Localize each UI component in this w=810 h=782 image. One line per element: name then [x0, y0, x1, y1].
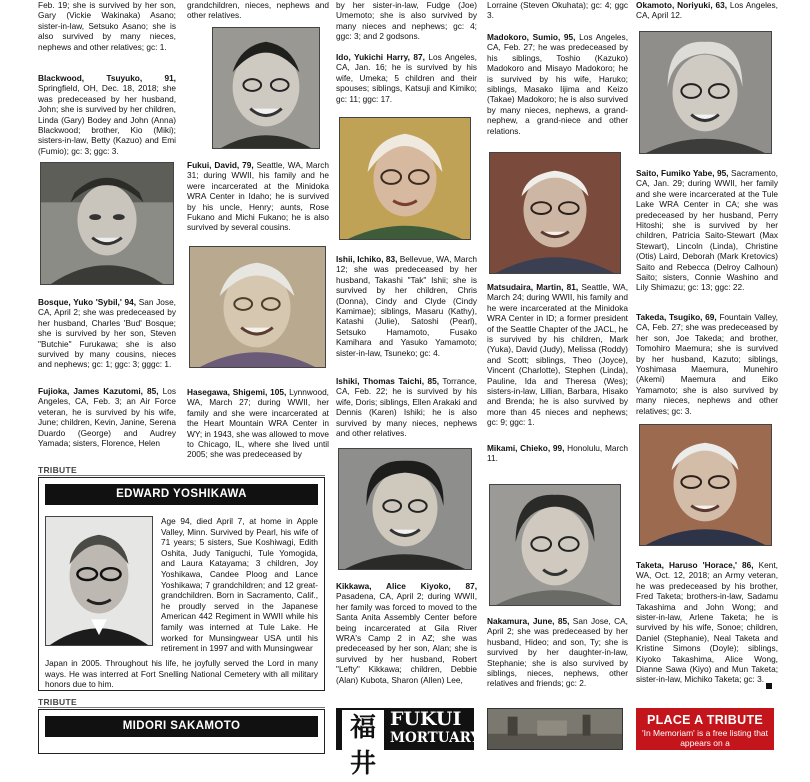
place-tribute-text: 'In Memoriam' is a free listing that appears on a — [641, 728, 769, 748]
tribute-title: EDWARD YOSHIKAWA — [45, 484, 318, 505]
tribute-body: Age 94, died April 7, at home in Apple Valley, Minn. Survived by Pearl, his wife of 71 years; 5 sisters, Sue Koshiwagi, Edith Oshita, Judy Taniguchi, Tule Yomogida, and Laura Katayama; 3 children, Joy Yoshikawa, Candee Ploog and Lance Yoshikawa; 7 grandchildren; and 12 great-grandchildren. Born in Sacramento, Calif., he proudly served in the Japanese American 442 Regiment in WWII while his family was interned at Tule Lake. He worked for Munsingwear USA until his retirement in 1997 and with Munsingwear — [161, 516, 318, 654]
end-of-column-mark — [766, 683, 772, 689]
obituary-name: Ido, Yukichi Harry, 87, — [336, 52, 425, 62]
tribute-sakamoto — [38, 709, 325, 754]
obituary-matsudaira: Matsudaira, Martin, 81, Seattle, WA, March 24; during WWII, his family and he were incarcerated at the Minidoka WRA Center in ID; a former president of the Seattle Chapter of the JACL, he is survived by his children, Mark (Yuka), David (Judy), Melissa (Roddy) and Scott; siblings, Theo (Joyce), Vincent (Charlotte), Stephen (Linda), Pauline, Ida and Theresa (Wes); sisters-in-law, Lillian, Barbara, Hisako and Brenda; he is also survived by more than 45 nieces and nephews; gc: 9; ggc: 1. — [487, 282, 628, 428]
obituary-name: Okamoto, Noriyuki, 63, — [636, 0, 728, 10]
portrait-fukui — [212, 27, 320, 149]
fukui-mortuary-ad[interactable] — [336, 708, 481, 779]
obituary-madokoro: Madokoro, Sumio, 95, Los Angeles, CA, Feb. 27; he was predeceased by his siblings, Toshio (Kazuko) Madokoro and Misayo Madokoro; he is survived by his wife, Haruko; siblings, Masako Iijima and Keizo (Takae) Madokoro; he is also survived by many nieces, nephews, a grand-nephew, a grand-niece and other relations. — [487, 32, 628, 136]
tribute-section-label: TRIBUTE — [38, 697, 77, 707]
fukui-kanji-logo: 福井 — [342, 710, 384, 750]
fukui-ad-subtitle: MORTUARY — [390, 730, 481, 746]
tribute-body-continued: Japan in 2005. Throughout his life, he joyfully served the Lord in many ways. He was interred at Fort Snelling National Cemetery with all military honors due to him. — [45, 658, 318, 690]
obituary-bosque: Bosque, Yuko 'Sybil,' 94, San Jose, CA, April 2; she was predeceased by her husband, Charles 'Bud' Bosque; she is survived by her son, Steven "Butchie" Furukawa; she is also survived by many cousins, nieces and nephews; gc: 1; ggc: 3; gggc: 1. — [38, 297, 176, 370]
portrait-madokoro — [489, 152, 621, 274]
portrait-kikkawa — [338, 448, 472, 570]
fukui-ad-name: FUKUI — [390, 708, 462, 730]
tribute-divider — [38, 707, 325, 708]
portrait-nakamura — [489, 484, 621, 606]
obituary-taketa: Taketa, Haruso 'Horace,' 86, Kent, WA, Oct. 12, 2018; an Army veteran, he was predeceased by his brother, Fred Taketa; brothers-in-law, Sadamu Takashima and John Wong; and sister-in-law, Arlene Taketa; he is survived by his wife, Sonoe; children, Daniel (Stephanie), Neal Taketa and Kristine Simons (Doyle); siblings, Kiyoko Takashima, Alice Wong, Dianne Sawa (Kiyo) and Mun Taketa; sister-in-law, Michiko Taketa; gc: 3. — [636, 560, 778, 685]
portrait-hasegawa — [189, 246, 326, 368]
obituary-name: Blackwood, Tsuyuko, 91, — [38, 73, 176, 83]
place-tribute-heading: PLACE A TRIBUTE — [646, 713, 764, 727]
tribute-yoshikawa — [38, 477, 325, 691]
portrait-yoshikawa — [45, 516, 153, 646]
obituary-name: Saito, Fumiko Yabe, 95, — [636, 168, 729, 178]
portrait-taketa — [639, 424, 772, 546]
obituary-name: Nakamura, June, 85, — [487, 616, 570, 626]
obituary-nakamura: Nakamura, June, 85, San Jose, CA, April 2; she was predeceased by her husband, Hideo; and son, Ty; she is survived by her daughter-in-law, Stephanie; she is also survived by siblings, nieces, nephews, other relatives and friends; gc: 2. — [487, 616, 628, 689]
tribute-title: MIDORI SAKAMOTO — [45, 716, 318, 737]
obituary-ishiki: Ishiki, Thomas Taichi, 85, Torrance, CA, Feb. 22; he is survived by his wife, Doris; siblings, Ellen Arakaki and Dennis (Karen) Ishiki; he is also survived by many nieces, nephews and other relatives. — [336, 376, 477, 439]
obituary-hasegawa: Hasegawa, Shigemi, 105, Lynnwood, WA, March 27; during WWII, her family and she were incarcerated at the Heart Mountain WRA Center in WY; in 1943, she was allowed to move to Chicago, IL, where she lived until 2005; she was predeceased by — [187, 387, 329, 460]
portrait-okamoto — [639, 31, 772, 154]
obituary-name: Matsudaira, Martin, 81, — [487, 282, 579, 292]
obituary-name: Ishii, Ichiko, 83, — [336, 254, 398, 264]
obituary-name: Bosque, Yuko 'Sybil,' 94, — [38, 297, 137, 307]
place-tribute-ad[interactable] — [636, 708, 774, 750]
obituary-fukui: Fukui, David, 79, Seattle, WA, March 31; during WWII, his family and he were incarcerated at the Minidoka WRA Center in Idaho; he is survived by his uncle, Henry; aunts, Rose Fukano and Michi Fukano; he is also survived by several cousins. — [187, 160, 329, 233]
obituary-ishii: Ishii, Ichiko, 83, Bellevue, WA, March 12; she was predeceased by her husband, Takashi "Tak" Ishii; she is survived by her children, Chris (Donna), Cindy and Clyde (Cindy Kamimae); siblings, Masaru (Kathy), Katashi (Julie), Satoshi (Pearl), Setsuko Hamamoto, Fusako Kamihara and Yasuko Yamamoto; sister-in-law, Tsuneko; gc: 4. — [336, 254, 478, 358]
obituary-name: Kikkawa, Alice Kiyoko, 87, — [336, 581, 477, 591]
obituary-continued: by her sister-in-law, Fudge (Joe) Umemoto; she is also survived by many nieces and nephews; gc: 4; ggc: 3; and 2 godsons. — [336, 0, 477, 42]
obituary-name: Taketa, Haruso 'Horace,' 86, — [636, 560, 754, 570]
obituary-blackwood: Blackwood, Tsuyuko, 91, Springfield, OH, Dec. 18, 2018; she was predeceased by her husband, John; she is survived by her children, Linda (Gary) Bodey and John (Anna) Blackwood; brother, Kio (Miki); sisters-in-law, Betty (Kazuo) and Emi (Fumio); gc: 3; ggc: 3. — [38, 73, 176, 156]
obituary-name: Fujioka, James Kazutomi, 85, — [38, 386, 159, 396]
tribute-divider — [38, 475, 325, 476]
obituary-continued: Lorraine (Steven Okuhata); gc: 4; ggc 3. — [487, 0, 628, 21]
obituary-name: Fukui, David, 79, — [187, 160, 254, 170]
obituary-kikkawa: Kikkawa, Alice Kiyoko, 87, Pasadena, CA, April 2; during WWII, her family was forced to moved to the Santa Anita Assembly Center before being incarcerated at Gila River WRA's Camp 2 in AZ; she was predeceased by her son, Alan; she is survived by her husband, Robert "Lefty" Kikkawa; children, Debbie (Alan) Kubota, Sharon (Allen) Lee, — [336, 581, 477, 685]
cemetery-photo-ad[interactable] — [487, 708, 623, 750]
obituary-name: Takeda, Tsugiko, 69, — [636, 312, 717, 322]
obituary-name: Ishiki, Thomas Taichi, 85, — [336, 376, 440, 386]
obituary-name: Hasegawa, Shigemi, 105, — [187, 387, 287, 397]
tribute-section-label: TRIBUTE — [38, 465, 77, 475]
obituary-saito: Saito, Fumiko Yabe, 95, Sacramento, CA, Jan. 29; during WWII, her family and she were incarcerated at the Tule Lake WRA Center in CA; she was predeceased by her husband, Perry Hitoshi; she is survived by her children, Patricia Saito-Stewart (Max Stewart), Lincoln (Linda), Christine (Otis) Laird, Deborah (Mark Kretovics) Saito and Rebecca (Delroy Calhoun) Saito; sisters, Connie Washino and Lily Shimazu; gc: 13; ggc: 22. — [636, 168, 778, 293]
portrait-ishii — [339, 117, 471, 240]
obituary-fujioka: Fujioka, James Kazutomi, 85, Los Angeles, CA, Feb. 3; an Air Force veteran, he is survived by his wife, June; children, Kevin, Janine, Serena Duardo (George) and Audrey Yamada; sisters, Florence, Helen — [38, 386, 176, 449]
obituary-ido: Ido, Yukichi Harry, 87, Los Angeles, CA, Jan. 16; he is survived by his wife, Umeka; 5 children and their spouses; siblings, Katsuji and Kimiko; gc: 11; ggc: 17. — [336, 52, 477, 104]
obituary-takeda: Takeda, Tsugiko, 69, Fountain Valley, CA, Feb. 27; she was predeceased by her son, Joe Takeda; and brother, Tomohiro Maemura; she is survived by her husband, Kazuto; siblings, Yoshimasa Maemura, Munehiro (Akemi) Maemura and Eiko Yamamoto; she is also survived by many nieces, nephews and other relatives; gc: 3. — [636, 312, 778, 416]
obituary-asano-continued: Feb. 19; she is survived by her son, Gary (Vickie Wakinaka) Asano; sister-in-law, Setsuko Asano; she is also survived by many nieces, nephews and other relatives; gc: 1. — [38, 0, 176, 52]
obituary-mikami: Mikami, Chieko, 99, Honolulu, March 11. — [487, 443, 629, 464]
obituary-okamoto: Okamoto, Noriyuki, 63, Los Angeles, CA, April 12. — [636, 0, 778, 21]
obituary-continued: grandchildren, nieces, nephews and other relatives. — [187, 0, 329, 21]
portrait-blackwood — [40, 162, 174, 285]
cemetery-photo — [488, 709, 622, 749]
obituary-name: Madokoro, Sumio, 95, — [487, 32, 576, 42]
obituary-name: Mikami, Chieko, 99, — [487, 443, 565, 453]
